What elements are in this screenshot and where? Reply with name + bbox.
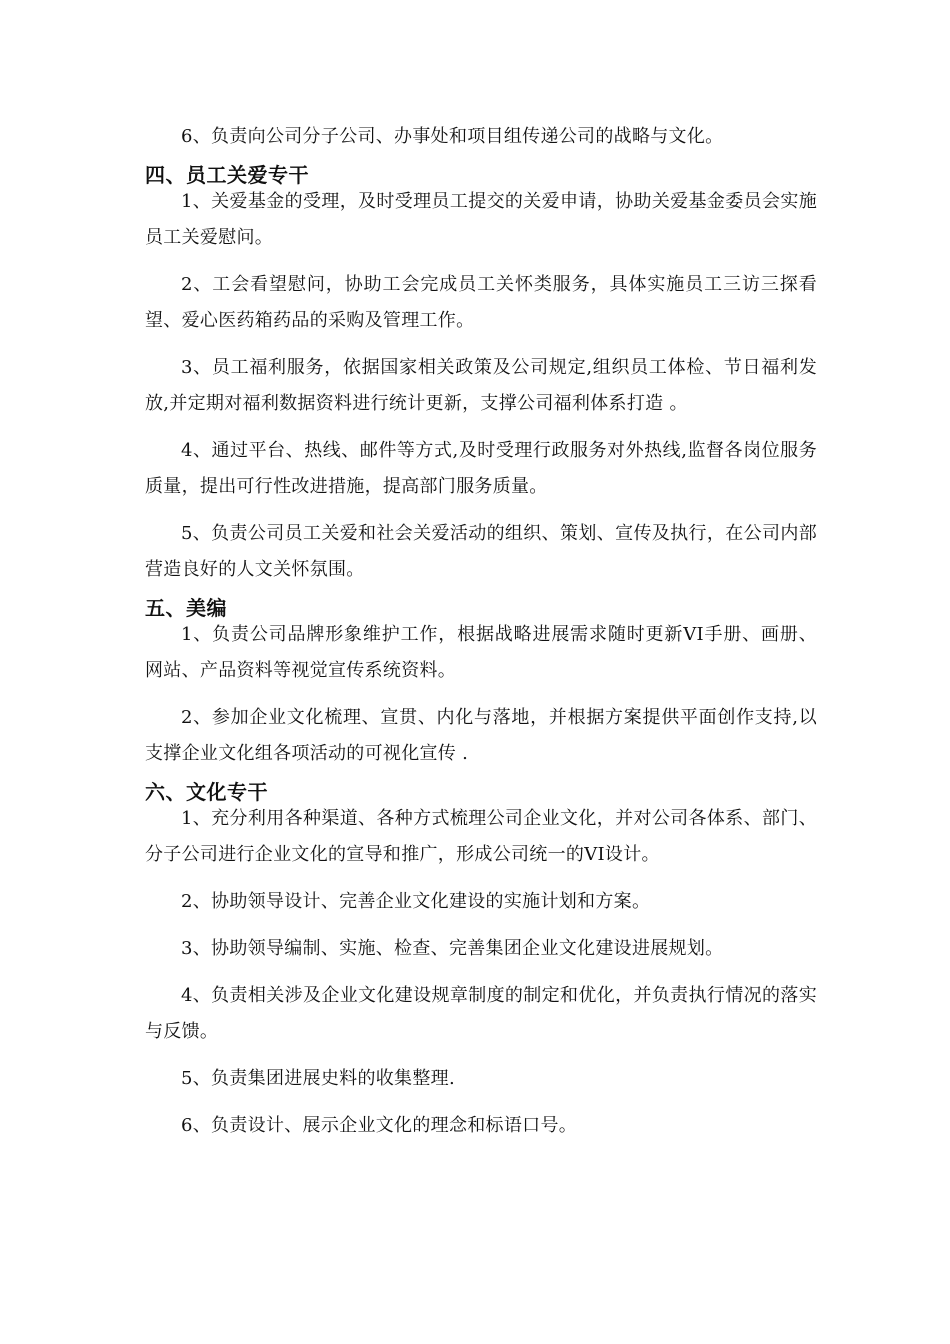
document-body [145,119,817,1155]
paragraph: 6、负责向公司分子公司、办事处和项目组传递公司的战略与文化。 [181,126,724,147]
paragraph: 5、负责公司员工关爱和社会关爱活动的组织、策划、宣传及执行，在公司内部营造良好的人文关怀氛围。 [145,523,817,580]
paragraph: 2、参加企业文化梳理、宣贯、内化与落地，并根据方案提供平面创作支持,以支撑企业文化组各项活动的可视化宣传 . [145,707,817,764]
paragraph: 2、工会看望慰问，协助工会完成员工关怀类服务，具体实施员工三访三探看望、爱心医药箱药品的采购及管理工作。 [145,274,817,331]
paragraph: 1、关爱基金的受理，及时受理员工提交的关爱申请，协助关爱基金委员会实施员工关爱慰问。 [145,191,817,248]
section-heading-graphic-design: 五、美编 [145,596,227,620]
paragraph: 1、负责公司品牌形象维护工作，根据战略进展需求随时更新VI手册、画册、网站、产品资料等视觉宣传系统资料。 [145,624,817,681]
paragraph: 4、负责相关涉及企业文化建设规章制度的制定和优化，并负责执行情况的落实与反馈。 [145,985,817,1042]
paragraph: 1、充分利用各种渠道、各种方式梳理公司企业文化，并对公司各体系、部门、分子公司进行企业文化的宣导和推广，形成公司统一的VI设计。 [145,808,817,865]
paragraph: 2、协助领导设计、完善企业文化建设的实施计划和方案。 [181,891,651,912]
section-heading-employee-care: 四、员工关爱专干 [145,163,309,187]
paragraph: 4、通过平台、热线、邮件等方式,及时受理行政服务对外热线,监督各岗位服务质量，提出可行性改进措施，提高部门服务质量。 [145,440,817,497]
paragraph: 6、负责设计、展示企业文化的理念和标语口号。 [181,1115,578,1136]
paragraph: 3、协助领导编制、实施、检查、完善集团企业文化建设进展规划。 [181,938,724,959]
paragraph: 3、员工福利服务，依据国家相关政策及公司规定,组织员工体检、节日福利发放,并定期对福利数据资料进行统计更新，支撑公司福利体系打造 。 [145,357,817,414]
paragraph: 5、负责集团进展史料的收集整理. [181,1068,455,1089]
section-heading-culture: 六、文化专干 [145,780,268,804]
